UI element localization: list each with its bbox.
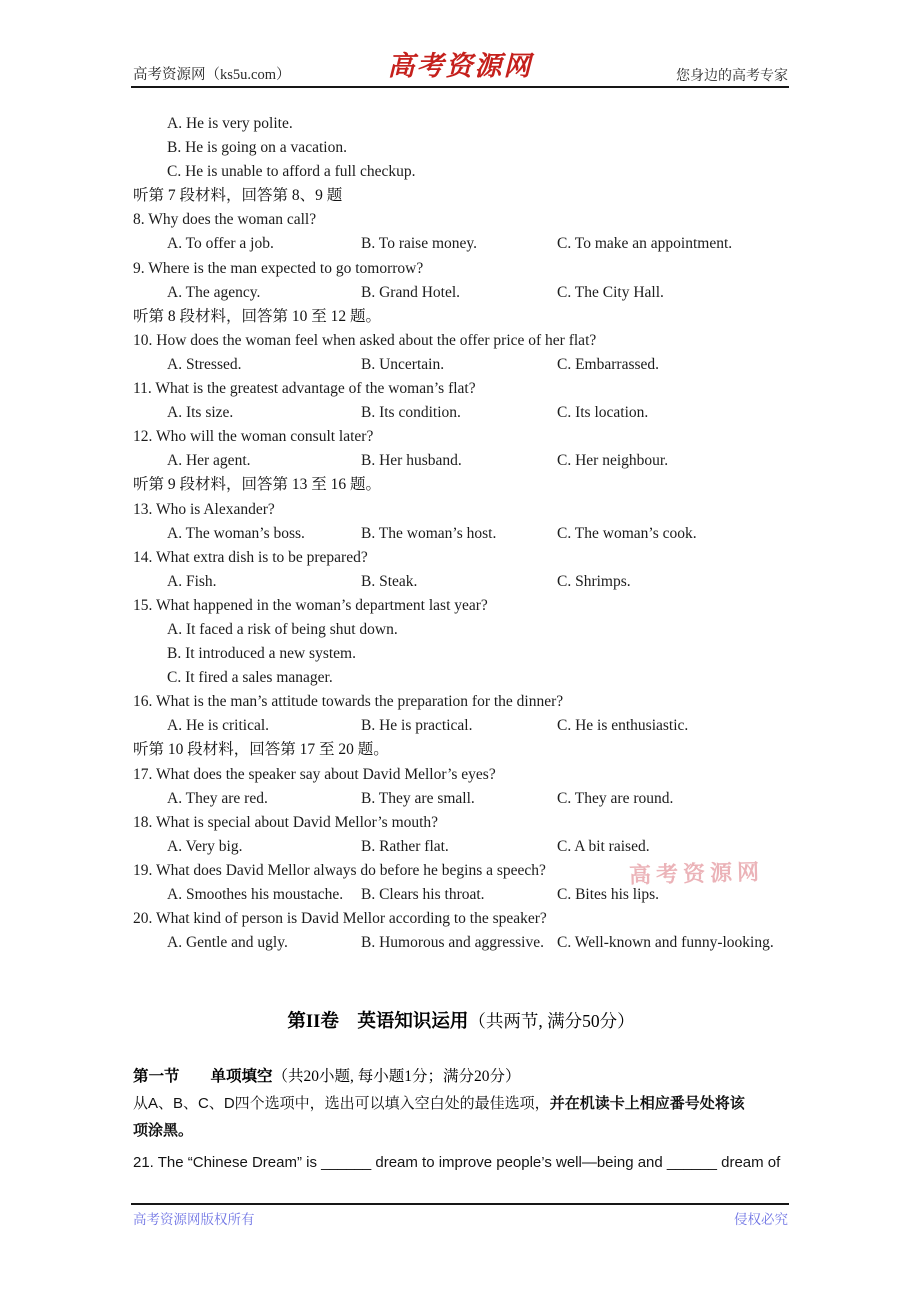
option-c: C. The City Hall. [557,283,664,301]
section-title-main: 第II卷 英语知识运用 [287,1012,469,1032]
instructions-line1 [133,1093,745,1115]
options-row [133,281,803,305]
question-line: 11. What is the greatest advantage of the woman’s flat? [133,380,476,398]
options-row [133,570,803,594]
option-c: C. Her neighbour. [557,452,669,470]
option-line: C. It fired a sales manager. [167,669,333,687]
header-site-label: 高考资源网（ks5u.com） [133,67,291,83]
question-line: 8. Why does the woman call? [133,211,317,229]
option-a: A. To offer a job. [167,235,274,253]
material-line: 听第 9 段材料，回答第 13 至 16 题。 [133,476,382,494]
question-line: 9. Where is the man expected to go tomorrow? [133,259,424,277]
option-c: C. A bit raised. [557,837,650,855]
options-row [133,232,803,256]
part-heading-main: 第一节 单项填空 [133,1068,273,1085]
footer-rights: 侵权必究 [734,1212,788,1227]
option-c: C. Embarrassed. [557,355,660,373]
option-a: A. Stressed. [167,355,242,373]
option-b: B. They are small. [361,789,475,807]
option-c: C. Shrimps. [557,572,631,590]
listening-section [133,112,803,955]
option-c: C. To make an appointment. [557,235,733,253]
option-c: C. The woman’s cook. [557,524,697,542]
option-b: B. Uncertain. [361,355,445,373]
option-c: C. Its location. [557,404,649,422]
option-a: A. Her agent. [167,452,251,470]
options-row [133,353,803,377]
options-row [133,931,803,955]
options-row [133,714,803,738]
option-b: B. Its condition. [361,404,461,422]
option-line: B. It introduced a new system. [167,645,356,663]
option-b: B. Clears his throat. [361,886,485,903]
options-row [133,522,803,546]
part-heading-note: （共20小题, 每小题1分；满分20分） [272,1068,521,1085]
question-line: 14. What extra dish is to be prepared? [133,548,368,566]
option-line: A. It faced a risk of being shut down. [167,620,398,638]
option-a: A. Gentle and ugly. [167,934,288,952]
instructions-bold: 并在机读卡上相应番号处将该 [549,1095,745,1112]
option-a: A. The woman’s boss. [167,524,305,542]
option-b: B. Her husband. [361,452,462,470]
option-a: A. They are red. [167,789,268,807]
question-line: 12. Who will the woman consult later? [133,428,374,446]
question-21: 21. The “Chinese Dream” is ______ dream to improve people’s well—being and ______ dream of [133,1154,781,1171]
section-title-note: （共两节, 满分50分） [468,1011,635,1031]
question-line: 18. What is special about David Mellor’s mouth? [133,813,439,831]
part-heading [133,1066,521,1088]
option-b: B. To raise money. [361,235,478,253]
question-line: 17. What does the speaker say about David Mellor’s eyes? [133,765,496,783]
option-a: A. Fish. [167,572,217,590]
footer-copyright: 高考资源网版权所有 [133,1212,255,1227]
option-b: B. Humorous and aggressive. [361,934,544,952]
option-c: C. Well-known and funny-looking. [557,934,774,952]
question-line: 15. What happened in the woman’s department last year? [133,596,488,614]
option-b: B. The woman’s host. [361,524,497,542]
material-line: 听第 7 段材料，回答第 8、9 题 [133,187,343,205]
header-rule [131,86,789,88]
instructions-line2: 项涂黑。 [133,1122,194,1139]
option-c: C. Bites his lips. [557,886,660,903]
site-logo: 高考资源网 [387,51,533,82]
option-b: B. Rather flat. [361,837,449,855]
option-line: A. He is very polite. [167,115,293,132]
material-line: 听第 8 段材料，回答第 10 至 12 题。 [133,307,382,325]
options-row [133,449,803,473]
option-a: A. He is critical. [167,717,270,735]
material-line: 听第 10 段材料，回答第 17 至 20 题。 [133,741,389,759]
question-line: 13. Who is Alexander? [133,500,275,518]
question-line: 16. What is the man’s attitude towards the preparation for the dinner? [133,693,564,711]
options-row [133,401,803,425]
option-line: C. He is unable to afford a full checkup. [167,163,416,181]
footer-rule [131,1203,789,1205]
options-row [133,835,803,859]
header-tagline: 您身边的高考专家 [676,69,788,84]
option-c: C. They are round. [557,789,674,807]
option-a: A. Smoothes his moustache. [167,886,344,903]
option-b: B. Grand Hotel. [361,283,461,301]
question-line: 20. What kind of person is David Mellor according to the speaker? [133,910,547,928]
question-line: 10. How does the woman feel when asked about the offer price of her flat? [133,331,597,349]
question-line: 19. What does David Mellor always do before he begins a speech? [133,861,546,879]
option-b: B. He is practical. [361,717,473,735]
option-a: A. Its size. [167,404,234,422]
option-a: A. Very big. [167,837,243,855]
option-a: A. The agency. [167,283,261,301]
watermark: 高考资源网 [628,859,765,889]
option-c: C. He is enthusiastic. [557,717,689,735]
options-row [133,787,803,811]
option-line: B. He is going on a vacation. [167,139,347,157]
instructions-normal: 从A、B、C、D四个选项中，选出可以填入空白处的最佳选项， [133,1095,550,1112]
section-title [133,1008,789,1035]
option-b: B. Steak. [361,572,418,590]
